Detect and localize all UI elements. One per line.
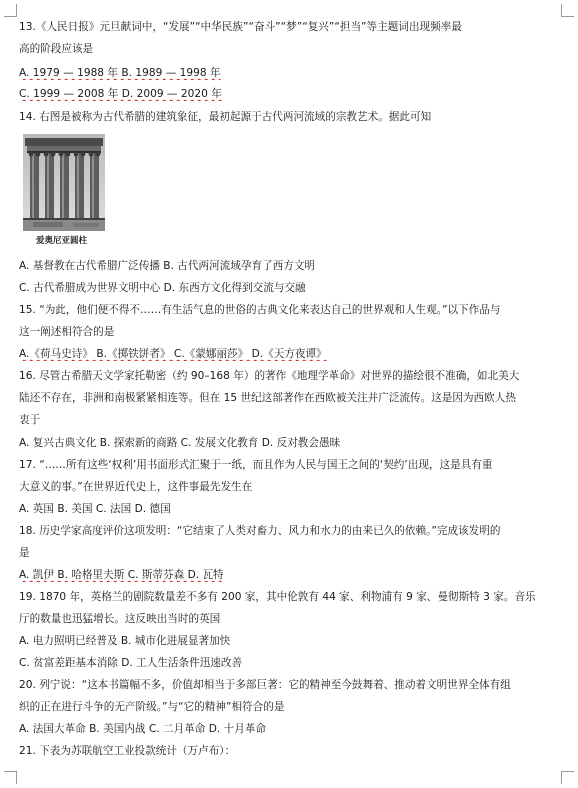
q17-stem-line-1: 17. “……所有这些‘权利’用书面形式汇聚于一纸，而且作为人民与国王之间的‘契约’出现，这是具有重 <box>19 459 493 471</box>
q13-options-cd <box>19 87 564 101</box>
q17-options: A. 英国 B. 美国 C. 法国 D. 德国 <box>19 503 171 515</box>
q19-stem-line-2: 厅的数量也迅猛增长。这反映出当时的英国 <box>19 613 221 625</box>
q18-stem-line-1: 18. 历史学家高度评价这项发明：“它结束了人类对畜力、风力和水力的由来已久的依赖。”完成该发明的 <box>19 525 501 537</box>
crop-mark-bottom-left <box>4 771 17 784</box>
q15-options-text: A.《荷马史诗》 B.《掷铁饼者》 C.《蒙娜丽莎》 D.《天方夜谭》 <box>19 348 327 360</box>
q17-stem-line-2: 大意义的事。”在世界近代史上，这件事最先发生在 <box>19 481 253 493</box>
crop-mark-bottom-right <box>561 771 574 784</box>
q21-stem: 21. 下表为苏联航空工业投款统计（万卢布）： <box>19 745 236 757</box>
q18-options-text: A. 凯伊 B. 哈格里夫斯 C. 斯蒂芬森 D. 瓦特 <box>19 569 224 581</box>
q14-options-cd: C. 古代希腊成为世界文明中心 D. 东西方文化得到交流与交融 <box>19 282 306 294</box>
ionic-columns-illustration <box>23 134 105 231</box>
ionic-columns-caption: 爱奥尼亚圆柱 <box>36 236 88 246</box>
q13-options-ab-text: A. 1979 — 1988 年 B. 1989 — 1998 年 <box>19 67 221 79</box>
q16-stem-line-2: 陆还不存在，非洲和南极紧紧相连等。但在 15 世纪这部著作在西欧被关注并广泛流传。这是因为西欧人热 <box>19 392 516 404</box>
q13-options-cd-text: C. 1999 — 2008 年 D. 2009 — 2020 年 <box>19 88 222 100</box>
crop-mark-top-right <box>561 4 574 17</box>
q16-options: A. 复兴古典文化 B. 探索新的商路 C. 发展文化教育 D. 反对教会愚昧 <box>19 437 341 449</box>
q20-options: A. 法国大革命 B. 美国内战 C. 二月革命 D. 十月革命 <box>19 723 267 735</box>
q15-stem-line-2: 这一阐述相符合的是 <box>19 326 115 338</box>
q19-options-cd: C. 贫富差距基本消除 D. 工人生活条件迅速改善 <box>19 657 243 669</box>
crop-mark-top-left <box>4 4 17 17</box>
q18-options <box>19 568 564 582</box>
q16-stem-line-1: 16. 尽管古希腊天文学家托勒密（约 90–168 年）的著作《地理学革命》对世界的描绘很不准确，如北美大 <box>19 370 520 382</box>
q14-options-ab: A. 基督教在古代希腊广泛传播 B. 古代两河流域孕育了西方文明 <box>19 260 316 272</box>
q16-stem-line-3: 衷于 <box>19 414 41 426</box>
q13-options-ab <box>19 66 564 80</box>
q15-options <box>19 347 564 361</box>
q20-stem-line-1: 20. 列宁说：“这本书篇幅不多，价值却相当于多部巨著：它的精神至今鼓舞着、推动着文明世界全体有组 <box>19 679 511 691</box>
q19-stem-line-1: 19. 1870 年，英格兰的剧院数量差不多有 200 家，其中伦敦有 44 家、利物浦有 9 家、曼彻斯特 3 家。音乐 <box>19 591 536 603</box>
q13-stem-line-1: 13.《人民日报》元旦献词中，“发展”“中华民族”“奋斗”“梦”“复兴”“担当”等主题词出现频率最 <box>19 21 462 33</box>
q20-stem-line-2: 织的正在进行斗争的无产阶级。”与“它的精神”相符合的是 <box>19 701 285 713</box>
q15-stem-line-1: 15. “为此，他们便不得不……有生活气息的世俗的古典文化来表达自己的世界观和人生观。”以下作品与 <box>19 304 501 316</box>
ionic-columns-photo <box>23 134 105 231</box>
q13-stem-line-2: 高的阶段应该是 <box>19 43 94 55</box>
q19-options-ab: A. 电力照明已经普及 B. 城市化进展显著加快 <box>19 635 231 647</box>
q14-stem: 14. 右图是被称为古代希腊的建筑象征，最初起源于古代两河流域的宗教艺术。据此可知 <box>19 111 432 123</box>
q18-stem-line-2: 是 <box>19 547 30 559</box>
